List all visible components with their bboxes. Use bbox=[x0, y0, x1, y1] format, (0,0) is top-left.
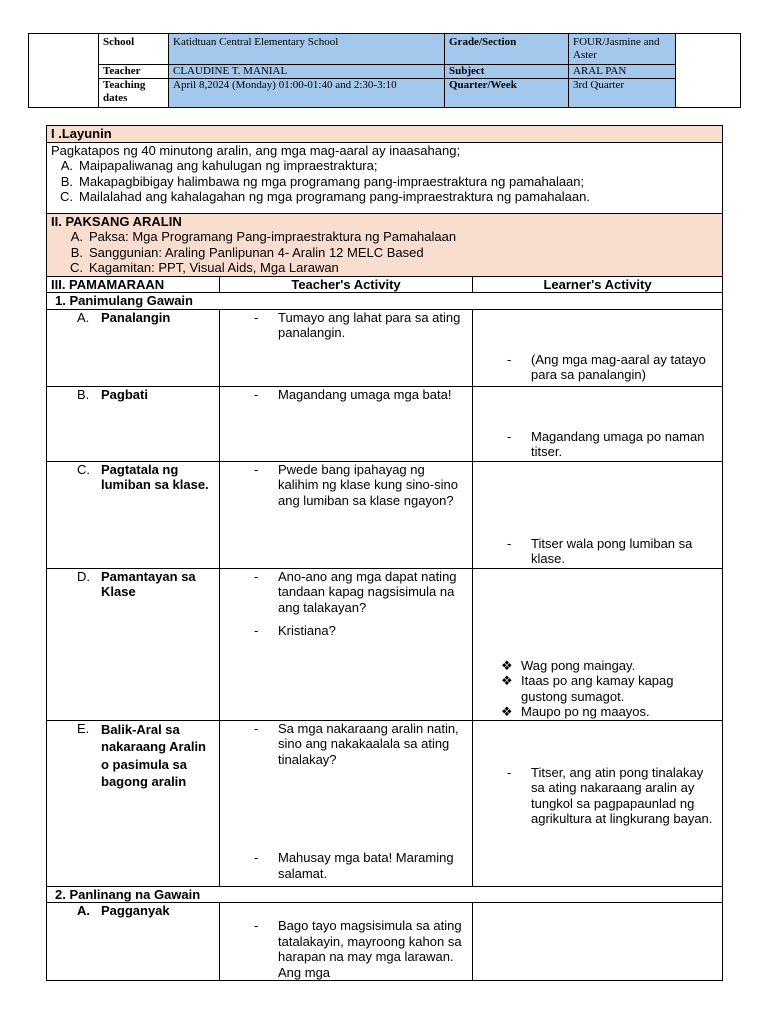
grade-value: FOUR/Jasmine and Aster bbox=[569, 34, 676, 65]
table-row: B. Pagbati - Magandang umaga mga bata! - Magandang umaga po naman titser. bbox=[47, 386, 723, 461]
quarter-value: 3rd Quarter bbox=[569, 79, 676, 108]
list-item: ❖ Maupo po ng maayos. bbox=[501, 704, 650, 719]
table-row: D. Pamantayan sa Klase - Ano-ano ang mga dapat nating tandaan kapag nagsisimula na ang talakayan? - Kristiana? ❖ Wag pong maingay. ❖ Itaas po ang kamay kapag gustong sumagot. ❖ Maupo po ng maayos. bbox=[47, 568, 723, 720]
teacher-activity-heading: Teacher's Activity bbox=[220, 276, 473, 293]
list-item: B. Sanggunian: Araling Panlipunan 4- Aralin 12 MELC Based bbox=[70, 244, 424, 260]
school-label: School bbox=[99, 34, 169, 65]
left-logo-cell bbox=[29, 34, 99, 108]
subject-label: Subject bbox=[445, 65, 569, 79]
grade-label: Grade/Section bbox=[445, 34, 569, 65]
list-item: ❖ Itaas po ang kamay kapag gustong sumagot. bbox=[501, 673, 674, 704]
table-row: C. Pagtatala ng lumiban sa klase. - Pwede bang ipahayag ng kalihim ng klase kung sino-sino ang lumiban sa klase ngayon? - Titser wala pong lumiban sa klase. bbox=[47, 461, 723, 568]
dates-value: April 8,2024 (Monday) 01:00-01:40 and 2:30-3:10 bbox=[169, 79, 445, 108]
learner-activity-heading: Learner's Activity bbox=[473, 276, 723, 293]
table-row: A. Panalangin - Tumayo ang lahat para sa ating panalangin. - (Ang mga mag-aaral ay tatayo para sa panalangin) bbox=[47, 309, 723, 386]
table-row: E. Balik-Aral sa nakaraang Aralin o pasimula sa bagong aralin - Sa mga nakaraang aralin natin, sino ang nakakaalala sa ating tinalakay? - Mahusay mga bata! Maraming salamat. - Titser, ang atin pong tinalakay sa ating nakaraang aralin ay tungkol sa pagpapaunlad ng agrikultura at lingkurang bayan. bbox=[47, 720, 723, 886]
list-item: B. Makapagbibigay halimbawa ng mga programang pang-impraestraktura ng pamahalaan; bbox=[60, 173, 585, 189]
table-row: A. Pagganyak - Bago tayo magsisimula sa ating tatalakayin, mayroong kahon sa harapan na may mga larawan. Ang mga bbox=[47, 903, 723, 981]
lesson-plan-table bbox=[46, 125, 723, 981]
school-value: Katidtuan Central Elementary School bbox=[169, 34, 445, 65]
panlinang-heading: 2. Panlinang na Gawain bbox=[47, 886, 723, 903]
layunin-intro: Pagkatapos ng 40 minutong aralin, ang mga mag-aaral ay inaasahang; bbox=[51, 142, 461, 158]
list-item: A. Maipapaliwanag ang kahulugan ng impraestraktura; bbox=[60, 158, 378, 173]
layunin-body bbox=[47, 142, 723, 213]
teacher-value: CLAUDINE T. MANIAL bbox=[169, 65, 445, 79]
teacher-label: Teacher bbox=[99, 65, 169, 79]
dates-label: Teaching dates bbox=[99, 79, 169, 108]
list-item: A. Paksa: Mga Programang Pang-impraestraktura ng Pamahalaan bbox=[70, 229, 457, 244]
list-item: ❖ Wag pong maingay. bbox=[501, 657, 636, 673]
right-logo-cell bbox=[676, 34, 741, 108]
paksang-heading: II. PAKSANG ARALIN bbox=[51, 213, 182, 229]
layunin-heading: I .Layunin bbox=[47, 126, 723, 143]
header-table bbox=[28, 33, 741, 108]
list-item: C. Kagamitan: PPT, Visual Aids, Mga Larawan bbox=[70, 260, 339, 275]
list-item: C. Mailalahad ang kahalagahan ng mga programang pang-impraestraktura ng pamahalaan. bbox=[60, 189, 590, 204]
pamamaraan-heading: III. PAMAMARAAN bbox=[47, 276, 220, 293]
paksang-section bbox=[47, 213, 723, 276]
subject-value: ARAL PAN bbox=[569, 65, 676, 79]
panimulang-heading: 1. Panimulang Gawain bbox=[47, 293, 723, 310]
quarter-label: Quarter/Week bbox=[445, 79, 569, 108]
